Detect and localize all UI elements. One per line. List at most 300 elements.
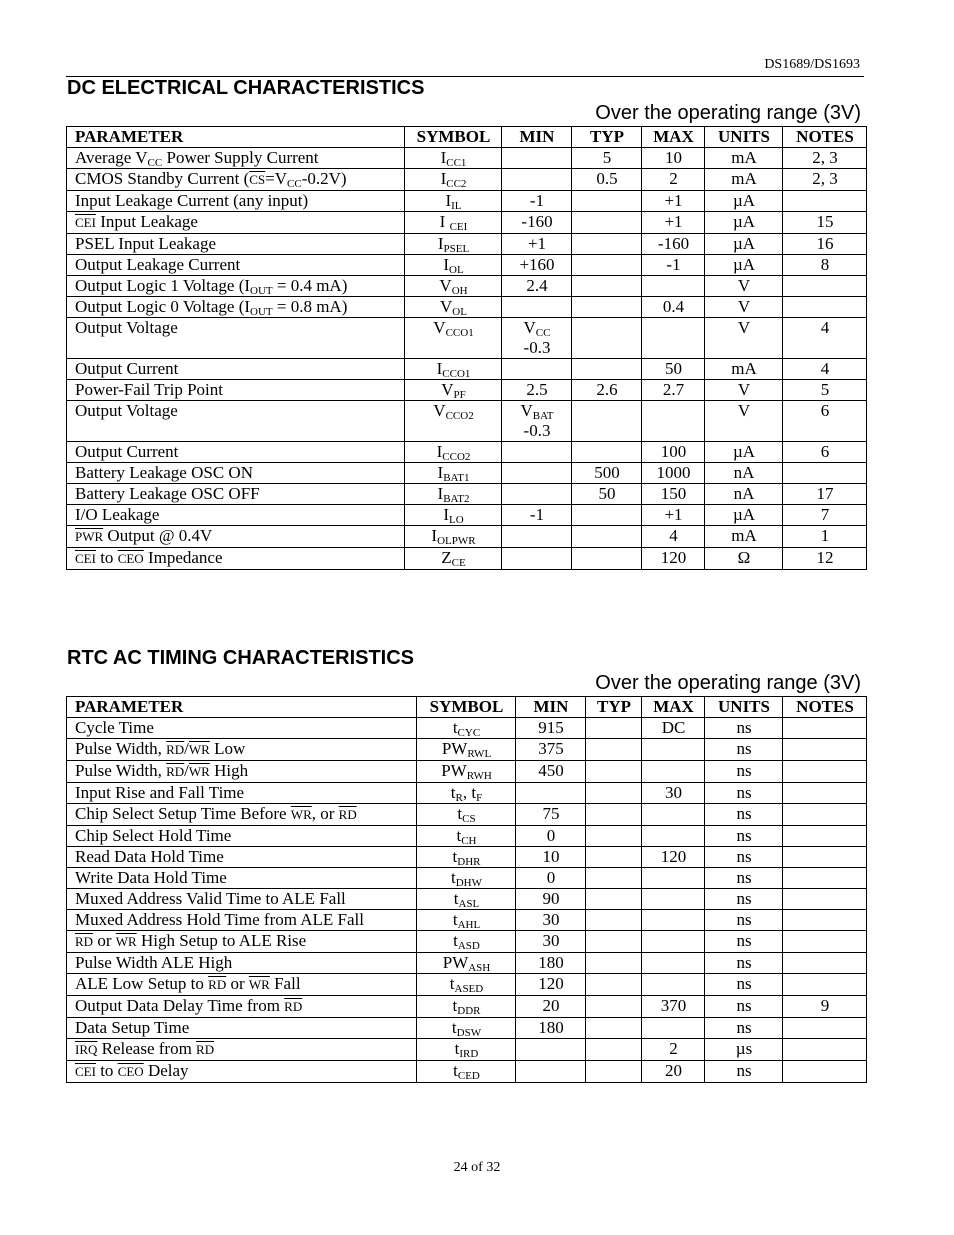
parameter-cell [67,889,417,910]
column-header-parameter: PARAMETER [67,127,405,148]
units-cell: µA [705,191,783,212]
table-row [67,1039,867,1061]
typ-cell [572,548,642,570]
min-cell [502,442,572,463]
symbol-cell [417,804,516,826]
parameter-cell [67,804,417,826]
text-segment: V [441,380,454,399]
typ-cell [572,505,642,526]
typ-cell [586,974,642,996]
column-header-symbol: SYMBOL [417,697,516,718]
symbol-cell [417,1039,516,1061]
units-cell: ns [705,931,783,953]
text-segment: Output Voltage [75,401,178,420]
max-cell [642,401,705,442]
table-row [67,234,867,255]
text-segment: V [433,318,446,337]
parameter-cell [67,463,405,484]
text-segment: V [440,297,453,316]
units-cell: ns [705,1018,783,1039]
text-segment: I [439,212,450,231]
symbol-cell [417,1018,516,1039]
table-row [67,718,867,739]
subscript-text: CC [147,157,163,169]
notes-cell [783,931,867,953]
overbar-signal: $\overline{RD}$ [166,764,185,779]
max-cell: 120 [642,847,705,868]
parameter-cell [67,276,405,297]
parameter-cell [67,318,405,359]
max-cell: +1 [642,212,705,234]
units-cell: ns [705,889,783,910]
parameter-cell [67,974,417,996]
overbar-signal: $\overline{CS}$ [249,172,266,187]
parameter-cell [67,359,405,380]
subscript-text: PF [453,389,466,401]
notes-cell: 15 [783,212,867,234]
parameter-cell [67,910,417,931]
min-cell [516,1039,586,1061]
text-segment: t [456,826,462,845]
symbol-cell [405,234,502,255]
typ-cell [586,889,642,910]
overbar-signal: $\overline{CEI}$ [75,215,96,230]
page-number: 24 of 32 [453,1160,501,1175]
units-cell: ns [705,826,783,847]
text-segment: Output @ 0.4V [103,526,213,545]
text-segment: I [437,484,444,503]
min-cell: 915 [516,718,586,739]
parameter-cell [67,484,405,505]
table-row [67,380,867,401]
typ-cell [586,953,642,974]
table-row [67,739,867,761]
text-segment: I [443,505,449,524]
typ-cell [586,996,642,1018]
notes-cell [783,276,867,297]
symbol-cell [405,359,502,380]
notes-cell: 12 [783,548,867,570]
dc-header-row [67,127,867,148]
symbol-cell [405,442,502,463]
notes-cell [783,847,867,868]
text-segment: t [451,1018,457,1037]
subscript-text: RWH [466,770,492,782]
parameter-cell [67,783,417,804]
text-segment: ALE Low Setup to [75,974,209,993]
subscript-text: DSW [456,1027,482,1039]
subscript-text: CYC [457,727,481,739]
text-segment: t [452,718,458,737]
symbol-cell [405,276,502,297]
text-segment: I [440,169,447,188]
overbar-signal: $\overline{WR}$ [115,934,137,949]
document-id: DS1689/DS1693 [764,57,860,72]
text-segment: V [520,401,533,420]
text-segment: -0.3 [523,338,551,357]
text-segment: PW [442,953,469,972]
max-cell [642,1018,705,1039]
notes-cell [783,783,867,804]
overbar-signal: $\overline{WR}$ [248,977,270,992]
units-cell: V [705,401,783,442]
table-row [67,276,867,297]
overbar-signal: $\overline{IRQ}$ [75,1042,98,1057]
ac-timing-table [66,696,867,1083]
subscript-text: CS [462,813,476,825]
text-segment: , t [462,783,477,802]
notes-cell: 16 [783,234,867,255]
max-cell [642,761,705,783]
max-cell: 10 [642,148,705,169]
text-segment: I [437,234,444,253]
symbol-cell [405,255,502,276]
overbar-signal: $\overline{WR}$ [188,764,210,779]
min-cell [502,359,572,380]
text-segment: Average V [75,148,148,167]
overbar-signal: $\overline{WR}$ [290,807,312,822]
typ-cell: 500 [572,463,642,484]
subscript-text: RWL [467,748,492,760]
max-cell: 2 [642,169,705,191]
text-segment: V [439,276,452,295]
text-segment: I [445,191,452,210]
table-row [67,804,867,826]
symbol-cell [405,212,502,234]
table-row [67,463,867,484]
units-cell: ns [705,974,783,996]
text-segment: I [437,463,444,482]
text-segment: Fall [269,974,301,993]
symbol-cell [405,318,502,359]
min-cell: 450 [516,761,586,783]
table-row [67,505,867,526]
text-segment: Pulse Width ALE High [75,953,233,972]
subscript-text: R [455,792,463,804]
subscript-text: ASED [454,983,484,995]
column-header-symbol: SYMBOL [405,127,502,148]
parameter-cell [67,191,405,212]
typ-cell: 5 [572,148,642,169]
typ-cell [572,255,642,276]
symbol-cell [405,191,502,212]
max-cell: 2 [642,1039,705,1061]
min-cell: 180 [516,953,586,974]
text-segment: I [436,359,443,378]
parameter-cell [67,761,417,783]
min-cell [502,401,572,442]
min-cell: 0 [516,868,586,889]
subscript-text: LO [449,514,464,526]
subscript-text: OH [451,285,468,297]
text-segment: t [457,804,463,823]
text-segment: Output Current [75,442,179,461]
subscript-text: CEI [449,221,468,233]
text-segment: or [93,931,116,950]
table-row [67,359,867,380]
max-cell: 30 [642,783,705,804]
text-segment: Input Leakage [95,212,198,231]
symbol-cell [417,996,516,1018]
overbar-signal: $\overline{CEO}$ [117,551,144,566]
typ-cell [572,526,642,548]
table-row [67,931,867,953]
subscript-text: ASD [457,940,480,952]
text-segment: Output Current [75,359,179,378]
subscript-text: IL [451,200,462,212]
column-header-max: MAX [642,127,705,148]
notes-cell [783,868,867,889]
table-row [67,191,867,212]
parameter-cell [67,868,417,889]
text-segment: =V [265,169,288,188]
column-header-notes: NOTES [783,697,867,718]
symbol-cell [405,548,502,570]
dc-section-title: DC ELECTRICAL CHARACTERISTICS [67,77,425,99]
table-row [67,783,867,804]
typ-cell [586,847,642,868]
min-cell: 20 [516,996,586,1018]
notes-cell [783,953,867,974]
text-segment: Output Logic 0 Voltage (I [75,297,251,316]
parameter-cell [67,931,417,953]
column-header-notes: NOTES [783,127,867,148]
parameter-cell [67,1039,417,1061]
text-segment: I [431,526,438,545]
typ-cell [586,761,642,783]
units-cell: ns [705,847,783,868]
text-segment: t [449,974,455,993]
subscript-text: CC1 [446,157,467,169]
subscript-text: CCO1 [442,368,471,380]
text-segment: PW [441,761,467,780]
typ-cell [572,212,642,234]
table-row [67,297,867,318]
units-cell: Ω [705,548,783,570]
text-segment: Chip Select Hold Time [75,826,232,845]
text-segment: to [95,1061,118,1080]
dc-range-note: Over the operating range (3V) [595,102,861,124]
symbol-cell [417,847,516,868]
text-segment: Delay [143,1061,189,1080]
min-cell: -160 [502,212,572,234]
units-cell: ns [705,1061,783,1083]
units-cell: ns [705,910,783,931]
units-cell: mA [705,148,783,169]
text-segment: Data Setup Time [75,1018,190,1037]
text-segment: t [450,868,456,887]
notes-cell: 4 [783,359,867,380]
text-segment: Pulse Width, [75,761,167,780]
parameter-cell [67,526,405,548]
symbol-cell [405,148,502,169]
column-header-typ: TYP [586,697,642,718]
symbol-cell [417,739,516,761]
notes-cell [783,297,867,318]
notes-cell: 2, 3 [783,169,867,191]
parameter-cell [67,996,417,1018]
typ-cell [586,826,642,847]
text-segment: High [209,761,249,780]
column-header-max: MAX [642,697,705,718]
text-segment: Z [441,548,452,567]
units-cell: V [705,297,783,318]
notes-cell: 1 [783,526,867,548]
typ-cell: 2.6 [572,380,642,401]
subscript-text: DDR [457,1005,481,1017]
units-cell: V [705,276,783,297]
subscript-text: CC [535,327,551,339]
typ-cell [586,868,642,889]
units-cell: ns [705,718,783,739]
symbol-cell [405,505,502,526]
typ-cell: 0.5 [572,169,642,191]
symbol-cell [417,718,516,739]
text-segment: Muxed Address Valid Time to ALE Fall [75,889,346,908]
min-cell: +160 [502,255,572,276]
symbol-cell [405,380,502,401]
table-row [67,761,867,783]
max-cell: 100 [642,442,705,463]
text-segment: CMOS Standby Current ( [75,169,250,188]
parameter-cell [67,148,405,169]
text-segment: Output Logic 1 Voltage (I [75,276,251,295]
symbol-cell [417,974,516,996]
typ-cell [572,191,642,212]
text-segment: Chip Select Setup Time Before [75,804,291,823]
column-header-typ: TYP [572,127,642,148]
max-cell [642,953,705,974]
table-row [67,889,867,910]
text-segment: Battery Leakage OSC ON [75,463,253,482]
min-cell [502,463,572,484]
overbar-signal: $\overline{CEI}$ [75,1064,96,1079]
units-cell: ns [705,804,783,826]
typ-cell [586,931,642,953]
text-segment: V [433,401,446,420]
symbol-cell [405,297,502,318]
max-cell: 150 [642,484,705,505]
text-segment: Output Data Delay Time from [75,996,285,1015]
text-segment: Muxed Address Hold Time from ALE Fall [75,910,365,929]
typ-cell [572,297,642,318]
min-cell: +1 [502,234,572,255]
units-cell: ns [705,761,783,783]
symbol-cell [417,889,516,910]
min-cell [502,484,572,505]
symbol-cell [405,526,502,548]
typ-cell [586,739,642,761]
min-cell: 2.4 [502,276,572,297]
subscript-text: BAT [532,410,554,422]
column-header-units: UNITS [705,697,783,718]
min-cell: 30 [516,910,586,931]
text-segment: Output Leakage Current [75,255,241,274]
min-cell: 120 [516,974,586,996]
min-cell: 30 [516,931,586,953]
max-cell [642,804,705,826]
symbol-cell [417,1061,516,1083]
text-segment: Impedance [143,548,223,567]
notes-cell: 17 [783,484,867,505]
subscript-text: DHR [457,856,481,868]
text-segment: PSEL Input Leakage [75,234,216,253]
text-segment: / [184,739,189,758]
column-header-units: UNITS [705,127,783,148]
symbol-cell [417,761,516,783]
subscript-text: OL [449,264,464,276]
column-header-min: MIN [502,127,572,148]
max-cell: 20 [642,1061,705,1083]
typ-cell [572,318,642,359]
typ-cell [586,910,642,931]
units-cell: ns [705,739,783,761]
min-cell: 375 [516,739,586,761]
typ-cell [572,442,642,463]
text-segment: t [453,1061,458,1080]
units-cell: µA [705,212,783,234]
notes-cell [783,889,867,910]
min-cell [502,526,572,548]
overbar-signal: $\overline{RD}$ [338,807,357,822]
notes-cell [783,463,867,484]
table-row [67,526,867,548]
max-cell [642,931,705,953]
text-segment: , or [311,804,339,823]
typ-cell: 50 [572,484,642,505]
subscript-text: ASH [468,962,491,974]
symbol-cell [417,953,516,974]
notes-cell [783,1018,867,1039]
subscript-text: IRD [459,1048,479,1060]
text-segment: = 0.4 mA) [272,276,348,295]
symbol-cell [405,484,502,505]
overbar-signal: $\overline{PWR}$ [75,529,104,544]
subscript-text: F [476,792,483,804]
notes-cell: 7 [783,505,867,526]
units-cell: ns [705,868,783,889]
subscript-text: DHW [455,877,482,889]
max-cell: DC [642,718,705,739]
overbar-signal: $\overline{RD}$ [166,742,185,757]
text-segment: Output Voltage [75,318,178,337]
typ-cell [572,234,642,255]
max-cell: +1 [642,505,705,526]
table-row [67,255,867,276]
parameter-cell [67,1061,417,1083]
parameter-cell [67,1018,417,1039]
table-row [67,910,867,931]
max-cell: 0.4 [642,297,705,318]
min-cell [516,1061,586,1083]
min-cell [502,318,572,359]
text-segment: t [452,996,458,1015]
min-cell [502,148,572,169]
max-cell [642,276,705,297]
units-cell: mA [705,526,783,548]
text-segment: t [450,783,456,802]
subscript-text: OLPWR [437,535,476,547]
subscript-text: OUT [250,285,273,297]
overbar-signal: $\overline{RD}$ [196,1042,215,1057]
max-cell [642,910,705,931]
typ-cell [586,783,642,804]
max-cell: +1 [642,191,705,212]
max-cell [642,974,705,996]
parameter-cell [67,255,405,276]
parameter-cell [67,212,405,234]
units-cell: mA [705,359,783,380]
